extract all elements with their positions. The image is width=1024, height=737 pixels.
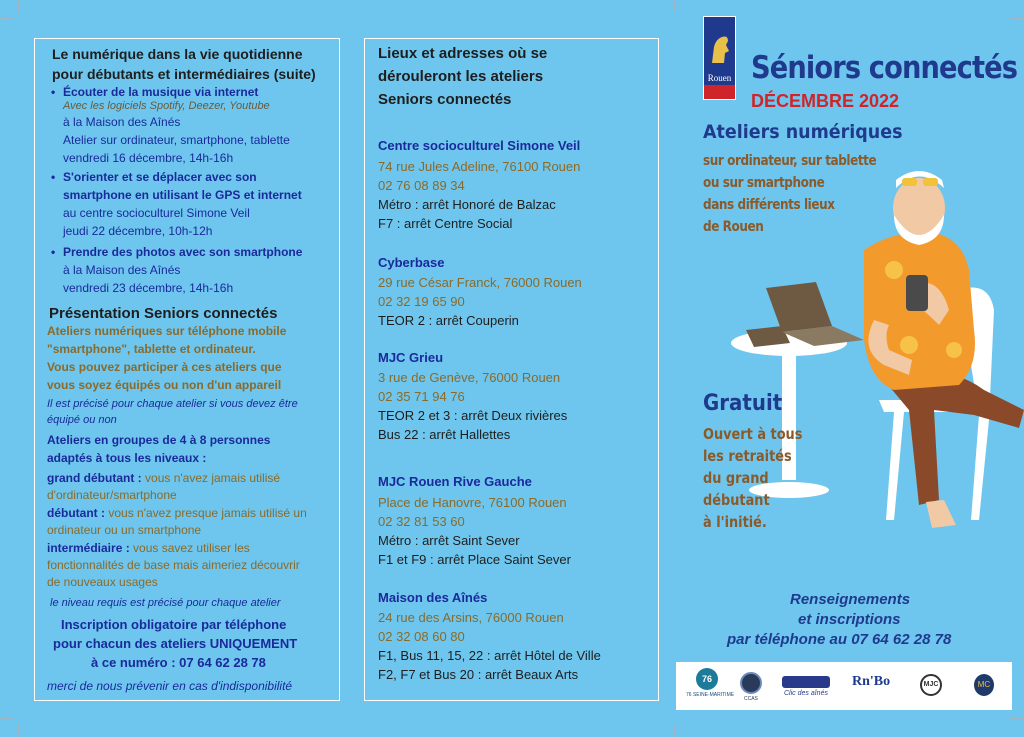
place-name: Cyberbase — [378, 255, 445, 270]
level-debutant — [47, 506, 307, 520]
seine-maritime-logo-text: 76 SEINE-MARITIME — [686, 692, 735, 698]
level-text: vous n'avez jamais utilisé — [145, 471, 281, 485]
contact-phone: par téléphone au 07 64 62 28 78 — [727, 631, 952, 648]
crop-mark — [0, 718, 14, 719]
workshop-line: Atelier sur ordinateur, smartphone, tablette — [63, 133, 290, 147]
contact-text: et inscriptions — [798, 611, 901, 628]
level-text: vous n'avez presque jamais utilisé un — [108, 506, 307, 520]
place-name: Centre socioculturel Simone Veil — [378, 138, 581, 153]
brochure-description: dans différents lieux — [703, 197, 835, 213]
level-grand-debutant — [47, 471, 280, 485]
crop-mark — [1010, 18, 1024, 19]
crop-mark — [674, 0, 675, 12]
presentation-text: vous soyez équipés ou non d'un appareil — [47, 378, 282, 392]
contact-text: Renseignements — [790, 591, 911, 608]
place-address: 24 rue des Arsins, 76000 Rouen — [378, 610, 564, 625]
workshop-line: jeudi 22 décembre, 10h-12h — [63, 224, 213, 238]
place-address: 3 rue de Genève, 76000 Rouen — [378, 370, 561, 385]
places-heading: Seniors connectés — [378, 91, 512, 108]
open-text: Ouvert à tous — [703, 425, 803, 443]
crop-mark — [1010, 718, 1024, 719]
workshop-title-gps-line2: smartphone en utilisant le GPS et internet — [63, 188, 302, 202]
place-phone: 02 32 19 65 90 — [378, 294, 465, 309]
groups-text: adaptés à tous les niveaux : — [47, 451, 207, 465]
brochure-title: Séniors connectés — [751, 50, 1018, 86]
inscription-text: pour chacun des ateliers UNIQUEMENT — [53, 636, 298, 651]
groups-text: Ateliers en groupes de 4 à 8 personnes — [47, 433, 271, 447]
workshop-title-photos: • Prendre des photos avec son smartphone — [63, 245, 302, 259]
inscription-text: Inscription obligatoire par téléphone — [61, 617, 287, 632]
crop-mark — [18, 0, 19, 14]
place-name: MJC Grieu — [378, 350, 444, 365]
place-transport: F1, Bus 11, 15, 22 : arrêt Hôtel de Ville — [378, 648, 601, 663]
place-phone: 02 35 71 94 76 — [378, 389, 465, 404]
places-heading: dérouleront les ateliers — [378, 68, 544, 85]
place-phone: 02 32 81 53 60 — [378, 514, 465, 529]
brochure-subtitle: Ateliers numériques — [703, 121, 903, 143]
place-name: MJC Rouen Rive Gauche — [378, 474, 532, 489]
workshop-line: au centre socioculturel Simone Veil — [63, 206, 250, 220]
place-transport: Bus 22 : arrêt Hallettes — [378, 427, 511, 442]
level-text: d'ordinateur/smartphone — [47, 488, 177, 502]
place-address: 74 rue Jules Adeline, 76100 Rouen — [378, 159, 581, 174]
mjc-logo: MJC — [920, 674, 942, 696]
rnbo-logo: Rn'Bo — [852, 674, 891, 689]
crop-mark — [1005, 723, 1006, 737]
crop-mark — [1005, 0, 1006, 14]
left-heading-line1: Le numérique dans la vie quotidienne — [52, 46, 303, 62]
open-text: débutant — [703, 491, 770, 509]
place-phone: 02 32 08 60 80 — [378, 629, 465, 644]
workshop-line: vendredi 23 décembre, 14h-16h — [63, 281, 234, 295]
place-transport: TEOR 2 : arrêt Couperin — [378, 313, 519, 328]
presentation-title: Présentation Seniors connectés — [49, 305, 278, 322]
workshop-title-music: • Écouter de la musique via internet — [63, 85, 258, 99]
workshop-title-gps: • S'orienter et se déplacer avec son — [63, 170, 257, 184]
presentation-text: Ateliers numériques sur téléphone mobile — [47, 324, 287, 338]
level-label: intermédiaire : — [47, 541, 130, 555]
level-intermediaire — [47, 541, 250, 555]
clic-des-aines-text: Clic des aînés — [784, 690, 828, 697]
crop-mark — [349, 725, 350, 737]
place-transport: F2, F7 et Bus 20 : arrêt Beaux Arts — [378, 667, 579, 682]
ccas-logo — [740, 672, 762, 694]
place-transport: F1 et F9 : arrêt Place Saint Sever — [378, 552, 571, 567]
level-text: ordinateur ou un smartphone — [47, 523, 202, 537]
open-text: à l'initié. — [703, 513, 767, 531]
partners-strip — [676, 662, 1012, 710]
presentation-text: Vous pouvez participer à ces ateliers que — [47, 360, 282, 374]
level-text: fonctionnalités de base mais aimeriez découvrir — [47, 558, 300, 572]
brochure-description: sur ordinateur, sur tablette — [703, 153, 877, 169]
places-heading: Lieux et adresses où se — [378, 45, 548, 62]
rouen-logo-text: Rouen — [707, 73, 732, 83]
place-address: 29 rue César Franck, 76000 Rouen — [378, 275, 582, 290]
workshop-line: à la Maison des Aînés — [63, 263, 181, 277]
workshop-subtitle-music: Avec les logiciels Spotify, Deezer, Youtube — [63, 100, 270, 112]
workshop-line: vendredi 16 décembre, 14h-16h — [63, 151, 234, 165]
equipment-note: Il est précisé pour chaque atelier si vous devez être — [47, 398, 298, 410]
place-transport: Métro : arrêt Saint Sever — [378, 533, 520, 548]
left-heading-line2: pour débutants et intermédiaires (suite) — [52, 66, 316, 82]
crop-mark — [674, 725, 675, 737]
place-transport: F7 : arrêt Centre Social — [378, 216, 513, 231]
level-text: vous savez utiliser les — [133, 541, 250, 555]
presentation-text: "smartphone", tablette et ordinateur. — [47, 342, 256, 356]
seine-maritime-logo: 76 — [696, 668, 718, 690]
level-text: de nouveaux usages — [47, 575, 158, 589]
crop-mark — [0, 18, 14, 19]
merci-text: merci de nous prévenir en cas d'indisponibilité — [47, 679, 293, 693]
level-note: le niveau requis est précisé pour chaque atelier — [50, 597, 281, 609]
mc-logo: MC — [974, 674, 994, 696]
equipment-note: équipé ou non — [47, 414, 117, 426]
ccas-logo-text: CCAS — [744, 696, 758, 702]
place-phone: 02 76 08 89 34 — [378, 178, 465, 193]
gratuit-label: Gratuit — [703, 391, 783, 416]
level-label: grand débutant : — [47, 471, 142, 485]
brochure-description: ou sur smartphone — [703, 175, 825, 191]
inscription-phone: à ce numéro : 07 64 62 28 78 — [91, 655, 266, 670]
brochure-description: de Rouen — [703, 219, 764, 235]
workshop-line: à la Maison des Aînés — [63, 115, 181, 129]
crop-mark — [349, 0, 350, 12]
clic-des-aines-logo — [782, 676, 830, 688]
crop-mark — [18, 723, 19, 737]
place-address: Place de Hanovre, 76100 Rouen — [378, 495, 567, 510]
rouen-logo-band — [704, 85, 735, 99]
level-label: débutant : — [47, 506, 105, 520]
place-transport: TEOR 2 et 3 : arrêt Deux rivières — [378, 408, 568, 423]
lion-icon — [704, 27, 735, 71]
place-name: Maison des Aînés — [378, 590, 488, 605]
place-transport: Métro : arrêt Honoré de Balzac — [378, 197, 556, 212]
brochure-month: DÉCEMBRE 2022 — [751, 91, 900, 111]
open-text: du grand — [703, 469, 769, 487]
open-text: les retraités — [703, 447, 792, 465]
rouen-logo — [703, 16, 736, 100]
